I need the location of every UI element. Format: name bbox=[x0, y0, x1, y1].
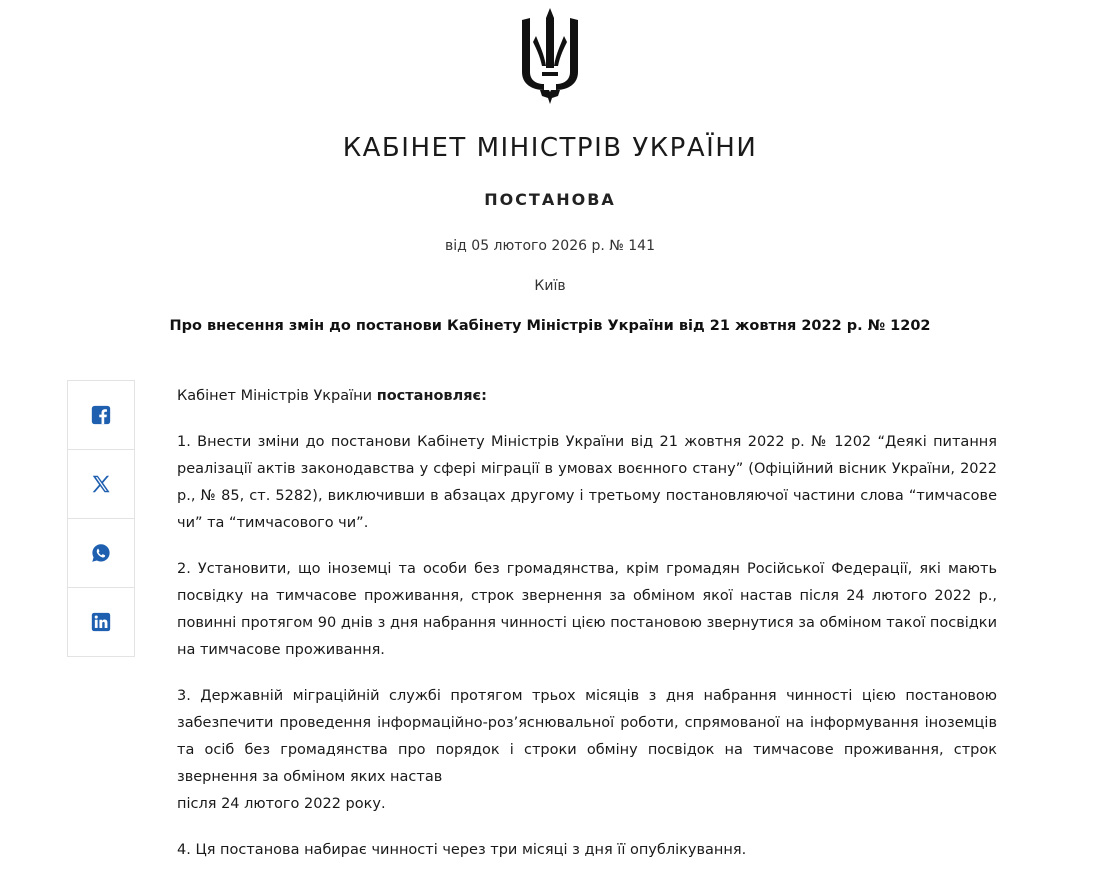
paragraph-1: 1. Внести зміни до постанови Кабінету Міністрів України від 21 жовтня 2022 р. № 1202 “Деякі питання реалізації актів законодавства у сфері міграції в умовах воєнного стану” (Офіційний вісник України, 2022 р., № 85, ст. 5282), виключивши в абзацах другому і третьому постановляючої частини слова “тимчасове чи” та “тимчасового чи”. bbox=[177, 434, 997, 531]
document-type: ПОСТАНОВА bbox=[484, 190, 616, 209]
paragraph-3-tail: після 24 лютого 2022 року. bbox=[177, 796, 386, 812]
share-whatsapp-button[interactable] bbox=[68, 519, 134, 588]
paragraph-3 bbox=[177, 683, 997, 818]
organization-title: КАБІНЕТ МІНІСТРІВ УКРАЇНИ bbox=[342, 133, 758, 163]
paragraph-2: 2. Установити, що іноземці та особи без громадянства, крім громадян Російської Федерації, які мають посвідку на тимчасове проживання, строк звернення за обміном якої настав після 24 лютого 2022 р., повинні протягом 90 днів з дня набрання чинності цією постановою звернутися за обміном такої посвідки на тимчасове проживання. bbox=[177, 561, 997, 658]
share-x-button[interactable] bbox=[68, 450, 134, 519]
emblem bbox=[0, 6, 1100, 106]
paragraph-4: 4. Ця постанова набирає чинності через три місяці з дня її опублікування. bbox=[177, 842, 747, 858]
document-date-number: від 05 лютого 2026 р. № 141 bbox=[445, 238, 655, 254]
intro-text: Кабінет Міністрів України bbox=[177, 388, 377, 404]
share-bar bbox=[67, 380, 135, 657]
intro-decision: постановляє: bbox=[376, 388, 487, 404]
document-body bbox=[177, 383, 997, 883]
document-title: Про внесення змін до постанови Кабінету Міністрів України від 21 жовтня 2022 р. № 1202 bbox=[169, 318, 931, 334]
trident-icon bbox=[518, 6, 582, 106]
document-city: Київ bbox=[534, 278, 566, 294]
share-facebook-button[interactable] bbox=[68, 381, 134, 450]
facebook-icon bbox=[90, 404, 112, 426]
whatsapp-icon bbox=[90, 542, 112, 564]
linkedin-icon bbox=[90, 611, 112, 633]
x-icon bbox=[90, 473, 112, 495]
intro-paragraph bbox=[177, 383, 997, 410]
share-linkedin-button[interactable] bbox=[68, 588, 134, 656]
paragraph-3-text: 3. Державній міграційній службі протягом трьох місяців з дня набрання чинності цією постановою забезпечити проведення інформаційно-роз’яснювальної роботи, спрямованої на інформування іноземців та осіб без громадянства про порядок і строки обміну посвідок на тимчасове проживання, строк звернення за обміном яких настав bbox=[177, 688, 997, 785]
